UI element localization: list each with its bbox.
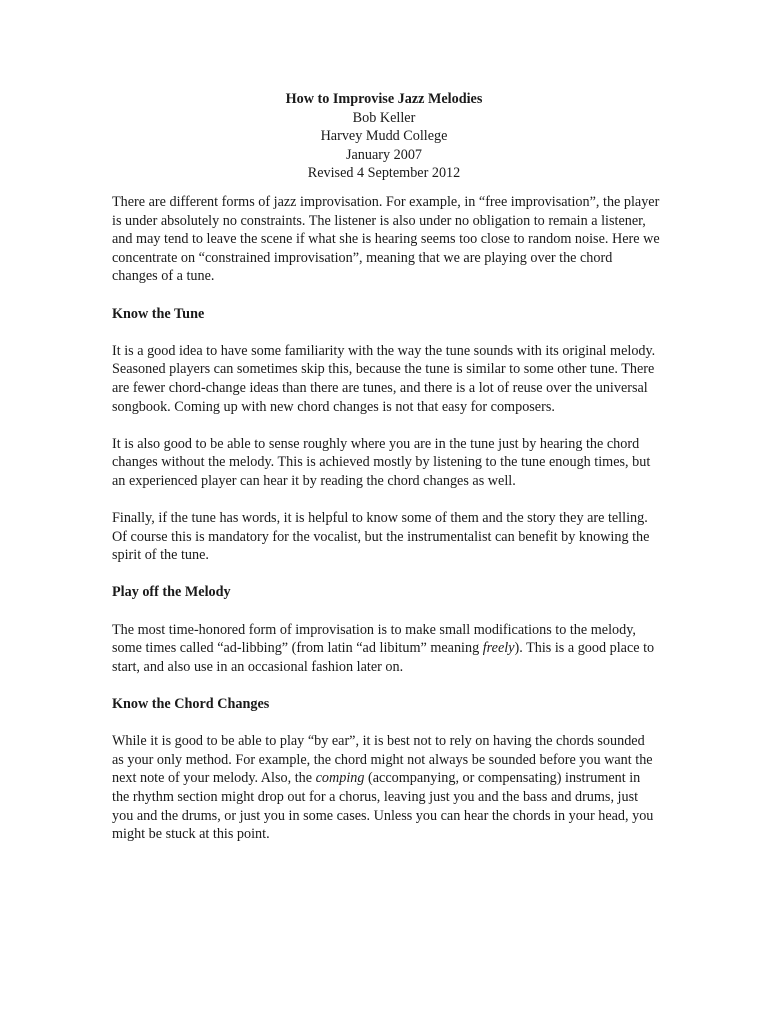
play-off-melody-text-end: ). This is a good place to start, and also use in an occasional fashion later on. [112, 640, 655, 675]
chord-changes-paragraph [112, 732, 660, 844]
section-heading-play-off-the-melody: Play off the Melody [112, 584, 231, 601]
author-name: Bob Keller [352, 109, 416, 126]
section-heading-know-the-chord-changes: Know the Chord Changes [112, 696, 270, 713]
document-date: January 2007 [345, 146, 423, 163]
document-header [112, 90, 656, 183]
know-the-tune-paragraph-1: It is a good idea to have some familiarity with the way the tune sounds with its original melody. Seasoned players can sometimes skip this, because the tune is similar to some other tune. There are fewer chord-change ideas than there are tunes, and there is a lot of reuse over the universal songbook. Coming up with new chord changes is not that easy for composers. [112, 342, 656, 415]
emphasis-comping: comping [315, 770, 365, 787]
chord-changes-text-end: (accompanying, or compensating) instrument in the rhythm section might drop out for a chorus, leaving just you and the bass and drums, just you and the drums, or just you in some cases. Unless you can hear the chords in your head, you might be stuck at this point. [112, 770, 654, 843]
section-heading-know-the-tune: Know the Tune [112, 305, 205, 322]
chord-changes-text-start: While it is good to be able to play “by ear”, it is best not to rely on having the chords sounded as your only method. For example, the chord might not always be sounded before you want the next note of your melody. Also, the [112, 733, 653, 787]
play-off-melody-paragraph [112, 621, 660, 677]
know-the-tune-paragraph-2: It is also good to be able to sense roughly where you are in the tune just by hearing the chord changes without the melody. This is achieved mostly by listening to the tune enough times, but an experienced player can hear it by reading the chord changes as well. [112, 435, 651, 489]
know-the-tune-paragraph-3: Finally, if the tune has words, it is helpful to know some of them and the story they are telling. Of course this is mandatory for the vocalist, but the instrumentalist can benefit by knowing the spirit of the tune. [112, 510, 650, 564]
emphasis-freely: freely [482, 640, 515, 657]
intro-paragraph: There are different forms of jazz improvisation. For example, in “free improvisation”, the player is under absolutely no constraints. The listener is also under no obligation to remain a listener, and may tend to leave the scene if what she is hearing seems too close to random noise. Here we concentrate on “constrained improvisation”, meaning that we are playing over the chord changes of a tune. [112, 194, 660, 285]
play-off-melody-text-start: The most time-honored form of improvisation is to make small modifications to the melody, some times called “ad-libbing” (from latin “ad libitum” meaning [112, 621, 636, 657]
revision-date: Revised 4 September 2012 [307, 165, 461, 182]
document-body [112, 193, 660, 844]
document-title: How to Improvise Jazz Melodies [285, 91, 483, 107]
institution-name: Harvey Mudd College [320, 128, 448, 145]
